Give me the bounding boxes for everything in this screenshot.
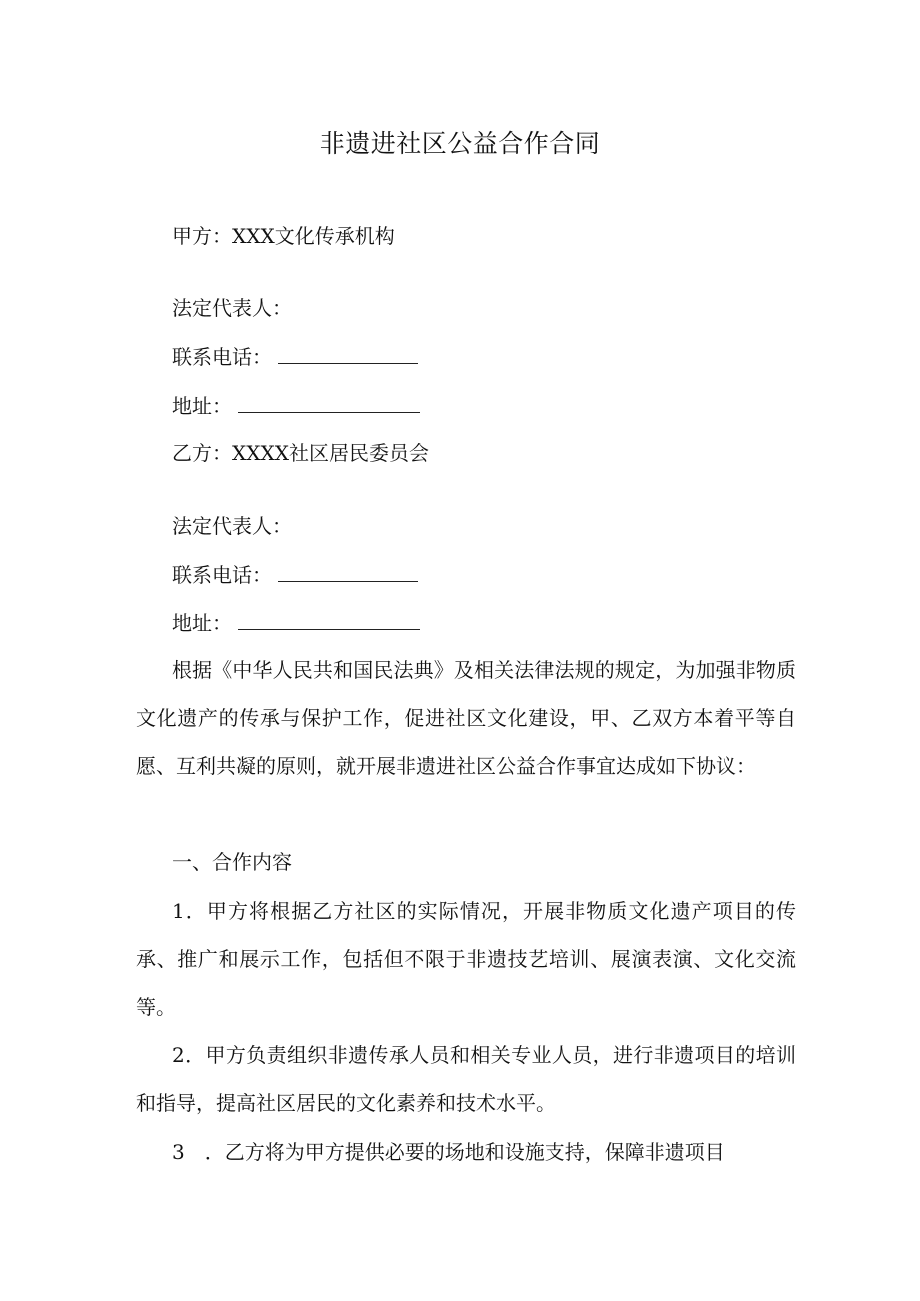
party-a-phone-blank bbox=[278, 341, 418, 364]
party-b-address-label: 地址： bbox=[172, 611, 232, 635]
document-title: 非遗进社区公益合作合同 bbox=[319, 129, 601, 158]
party-a-address bbox=[172, 390, 420, 421]
party-a-phone-label: 联系电话： bbox=[172, 345, 272, 369]
party-a-address-blank bbox=[238, 390, 420, 413]
party-b-representative: 法定代表人： bbox=[172, 514, 292, 538]
party-b-name: 乙方：XXXX社区居民委员会 bbox=[172, 441, 429, 465]
clause-1: 1．甲方将根据乙方社区的实际情况，开展非物质文化遗产项目的传承、推广和展示工作，包括但不限于非遗技艺培训、展演表演、文化交流等。 bbox=[136, 899, 796, 1019]
party-a-name: 甲方：XXX文化传承机构 bbox=[172, 224, 395, 248]
party-b-address bbox=[172, 607, 420, 638]
party-a-address-label: 地址： bbox=[172, 394, 232, 418]
clause-2: 2．甲方负责组织非遗传承人员和相关专业人员，进行非遗项目的培训和指导，提高社区居民的文化素养和技术水平。 bbox=[136, 1043, 796, 1115]
preamble-paragraph: 根据《中华人民共和国民法典》及相关法律法规的规定，为加强非物质文化遗产的传承与保护工作，促进社区文化建设，甲、乙双方本着平等自愿、互利共凝的原则，就开展非遗进社区公益合作事宜达成如下协议： bbox=[136, 658, 796, 778]
party-a-representative: 法定代表人： bbox=[172, 296, 292, 320]
party-b-phone-blank bbox=[278, 559, 418, 582]
party-b-phone bbox=[172, 559, 418, 590]
party-a-phone bbox=[172, 341, 418, 372]
party-b-address-blank bbox=[238, 607, 420, 630]
section-heading: 一、合作内容 bbox=[172, 850, 292, 874]
clause-3: 3 ．乙方将为甲方提供必要的场地和设施支持，保障非遗项目 bbox=[172, 1140, 725, 1164]
party-b-phone-label: 联系电话： bbox=[172, 563, 272, 587]
